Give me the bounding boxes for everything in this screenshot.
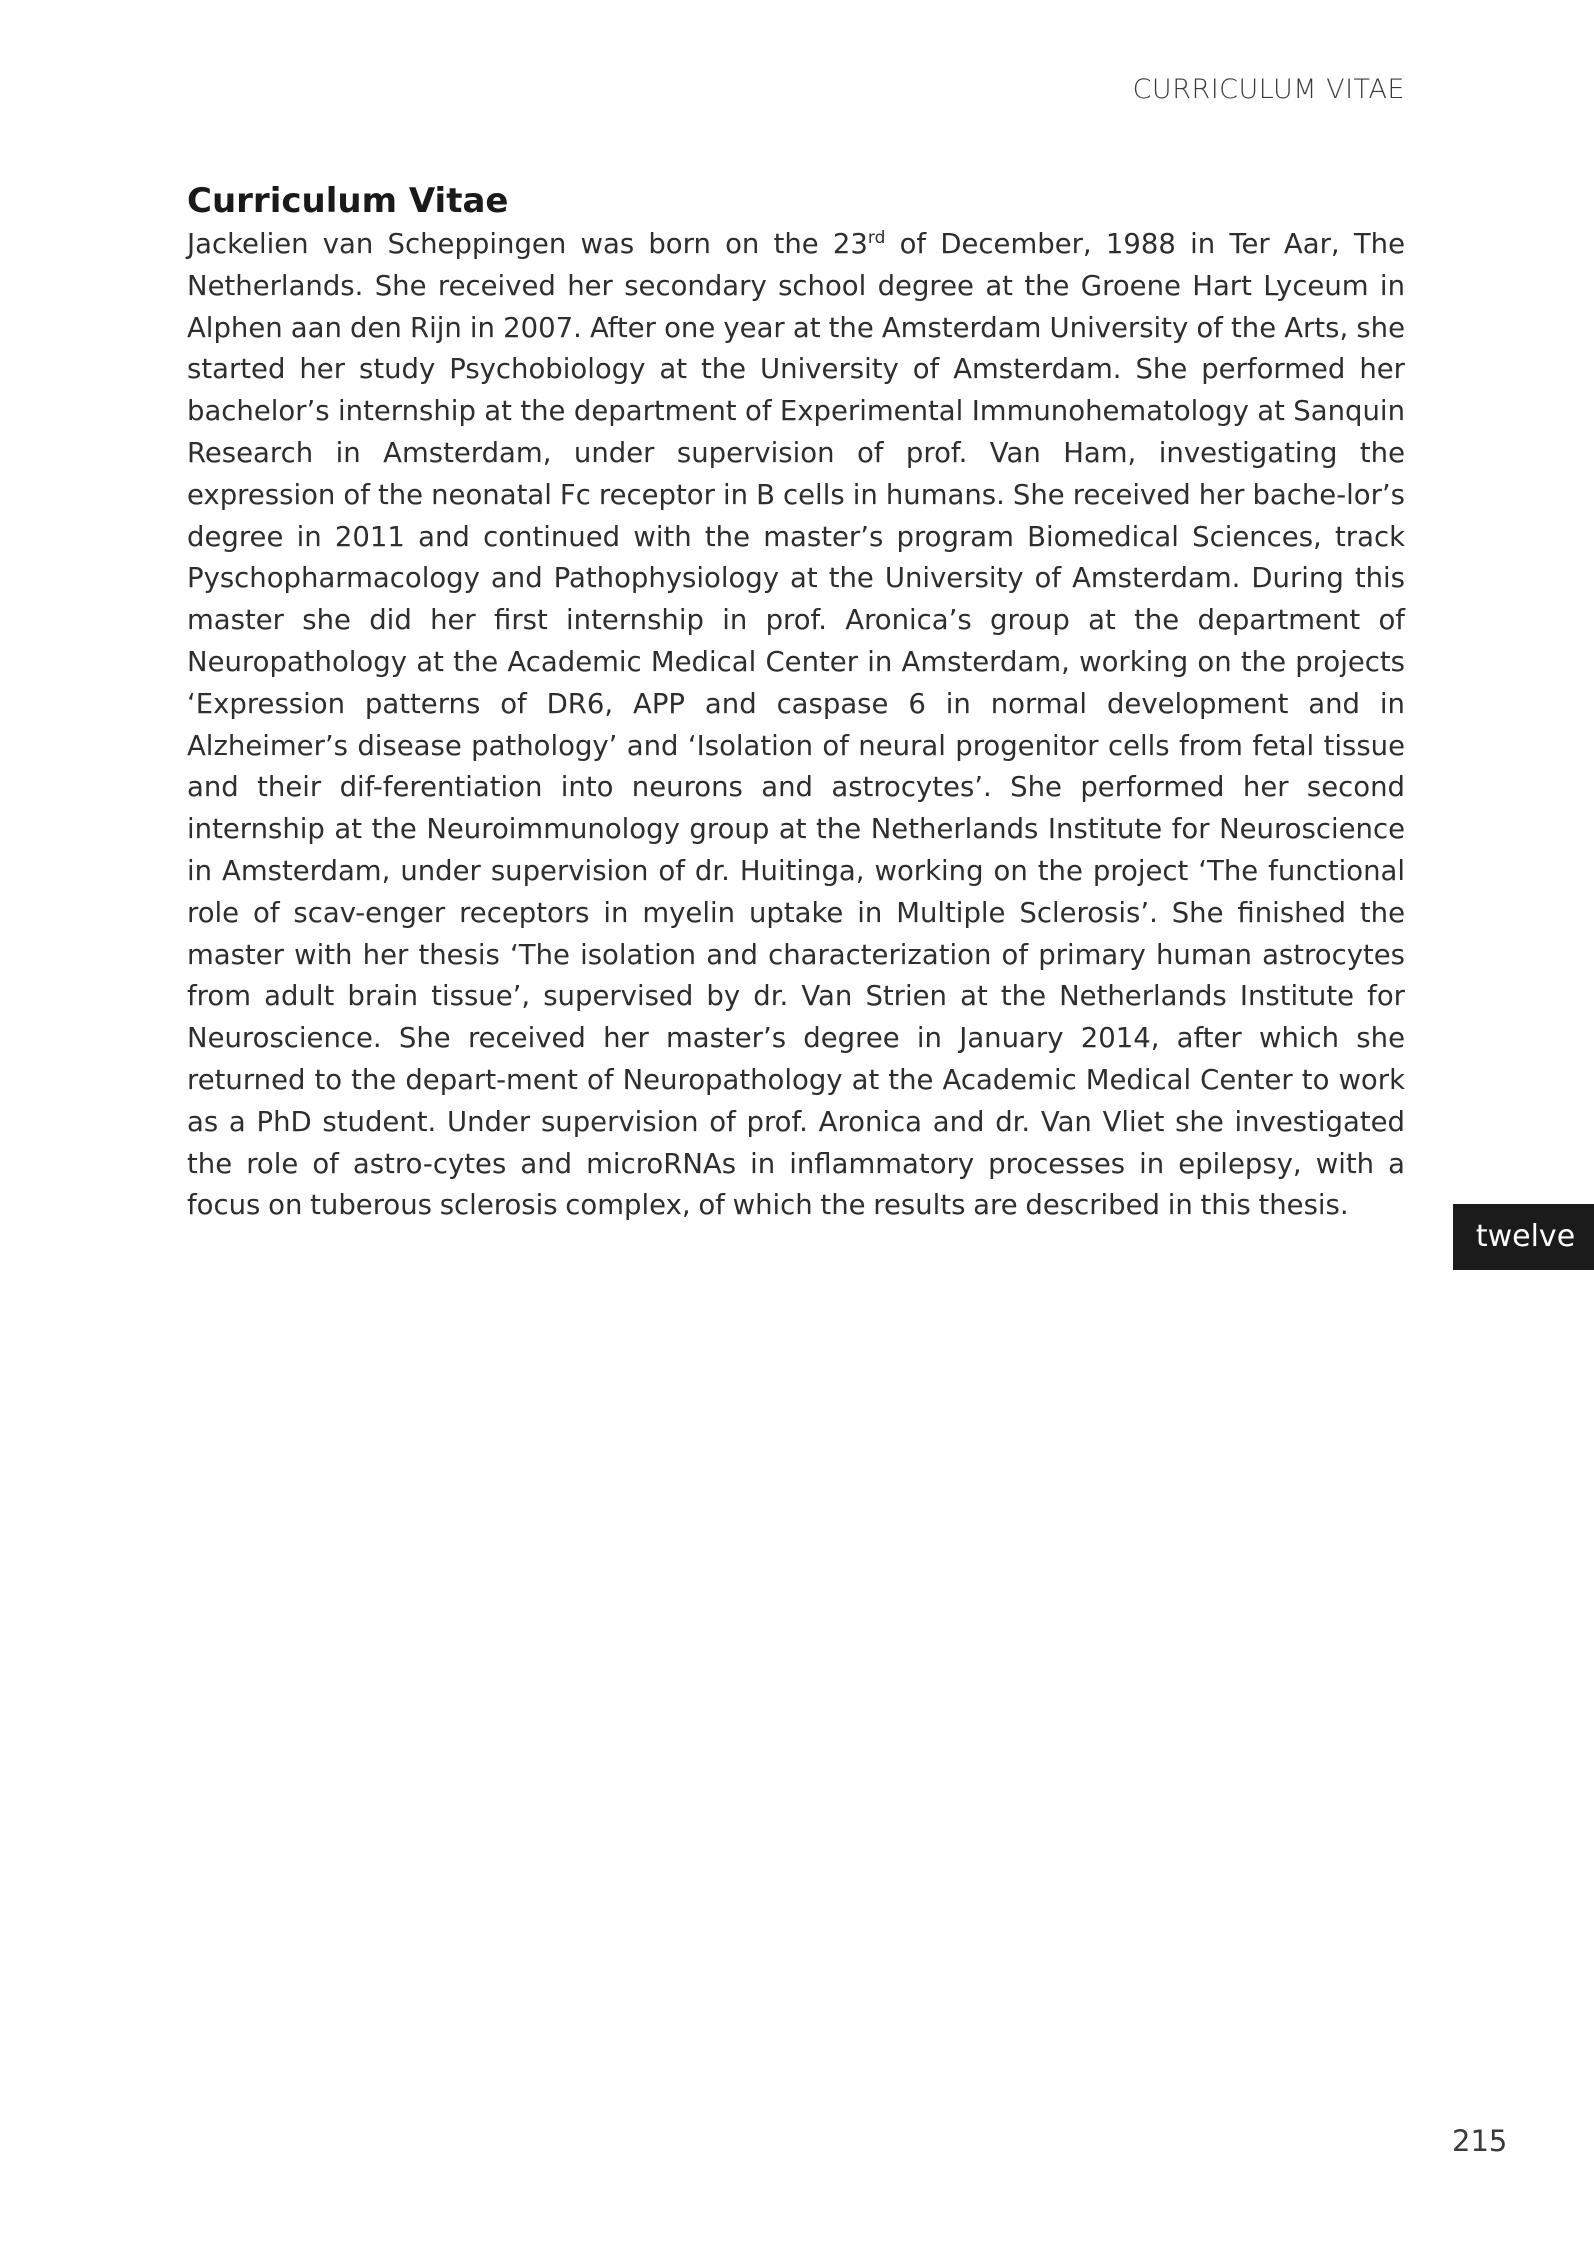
running-header: CURRICULUM VITAE xyxy=(1132,74,1405,105)
cv-intro-text: Jackelien van Scheppingen was born on the 23 xyxy=(187,228,868,260)
cv-section xyxy=(187,180,1405,1227)
page-number: 215 xyxy=(1452,2124,1508,2158)
section-title: Curriculum Vitae xyxy=(187,181,509,221)
cv-body-paragraph xyxy=(187,224,1405,1227)
cv-body-text: of December, 1988 in Ter Aar, The Netherlands. She received her secondary school degree at the Groene Hart Lyceum in Alphen aan den Rijn in 2007. After one year at the Amsterdam University of the Arts, she started her study Psychobiology at the University of Amsterdam. She performed her bachelor’s internship at the department of Experimental Immunohematology at Sanquin Research in Amsterdam, under supervision of prof. Van Ham, investigating the expression of the neonatal Fc receptor in B cells in humans. She received her bache-lor’s degree in 2011 and continued with the master’s program Biomedical Sciences, track Pyschopharmacology and Pathophysiology at the University of Amsterdam. During this master she did her first internship in prof. Aronica’s group at the department of Neuropathology at the Academic Medical Center in Amsterdam, working on the projects ‘Expression patterns of DR6, APP and caspase 6 in normal development and in Alzheimer’s disease pathology’ and ‘Isolation of neural progenitor cells from fetal tissue and their dif-ferentiation into neurons and astrocytes’. She performed her second internship at the Neuroimmunology group at the Netherlands Institute for Neuroscience in Amsterdam, under supervision of dr. Huitinga, working on the project ‘The functional role of scav-enger receptors in myelin uptake in Multiple Sclerosis’. She finished the master with her thesis ‘The isolation and characterization of primary human astrocytes from adult brain tissue’, supervised by dr. Van Strien at the Netherlands Institute for Neuroscience. She received her master’s degree in January 2014, after which she returned to the depart-ment of Neuropathology at the Academic Medical Center to work as a PhD student. Under supervision of prof. Aronica and dr. Van Vliet she investigated the role of astro-cytes and microRNAs in inflammatory processes in epilepsy, with a focus on tuberous sclerosis complex, of which the results are described in this thesis. xyxy=(187,228,1405,1222)
chapter-tab: twelve xyxy=(1453,1204,1594,1270)
ordinal-suffix: rd xyxy=(867,227,886,248)
